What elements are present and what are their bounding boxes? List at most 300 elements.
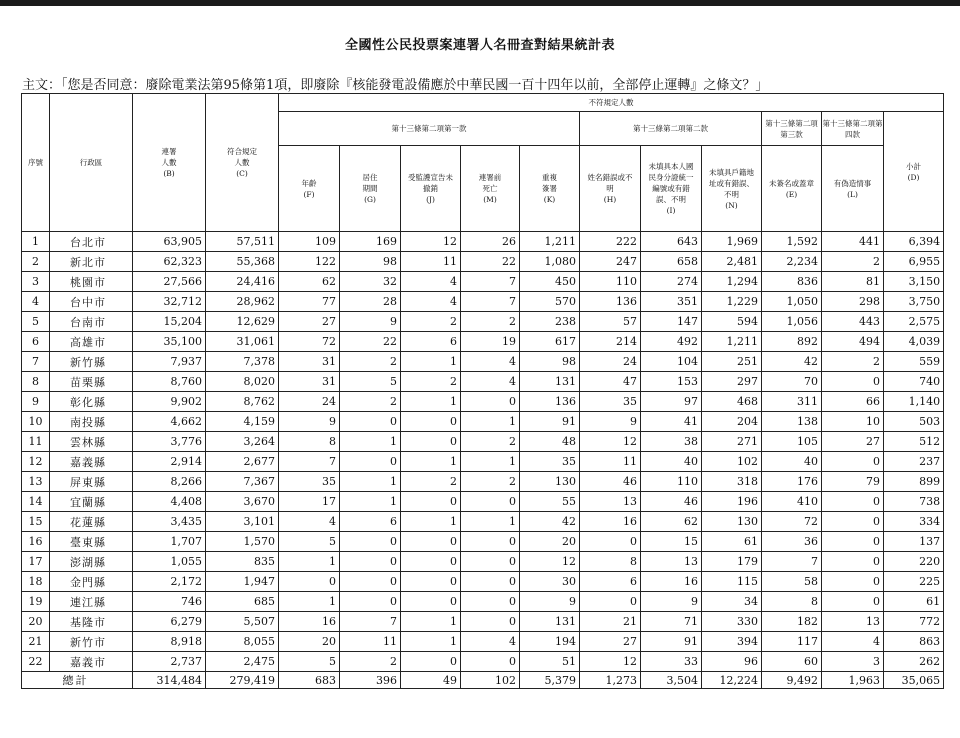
cell-duplicate: 136 xyxy=(520,392,580,412)
cell-duplicate: 42 xyxy=(520,512,580,532)
cell-address-error: 1,211 xyxy=(702,332,762,352)
cell-guardianship: 1 xyxy=(401,512,461,532)
cell-subtotal: 899 xyxy=(884,472,944,492)
cell-age: 5 xyxy=(279,652,340,672)
cell-district: 台南市 xyxy=(50,312,133,332)
cell-forgery: 10 xyxy=(822,412,884,432)
cell-qualified: 12,629 xyxy=(206,312,279,332)
cell-district: 台北市 xyxy=(50,232,133,252)
cell-district: 臺東縣 xyxy=(50,532,133,552)
cell-id-error: 104 xyxy=(641,352,702,372)
cell-seq: 16 xyxy=(22,532,50,552)
cell-signers: 1,707 xyxy=(133,532,206,552)
cell-seq: 9 xyxy=(22,392,50,412)
cell-residence: 0 xyxy=(340,552,401,572)
cell-forgery: 13 xyxy=(822,612,884,632)
cell-signers: 4,662 xyxy=(133,412,206,432)
cell-residence: 98 xyxy=(340,252,401,272)
header-unsigned xyxy=(762,146,822,232)
cell-address-error: 102 xyxy=(702,452,762,472)
cell-signers: 9,902 xyxy=(133,392,206,412)
table-row xyxy=(22,652,944,672)
cell-forgery: 27 xyxy=(822,432,884,452)
cell-qualified: 2,475 xyxy=(206,652,279,672)
cell-deceased: 22 xyxy=(461,252,520,272)
header-duplicate-label: 重複 簽署 xyxy=(542,173,557,193)
cell-signers: 7,937 xyxy=(133,352,206,372)
cell-residence: 6 xyxy=(340,512,401,532)
cell-unsigned: 892 xyxy=(762,332,822,352)
total-forgery: 1,963 xyxy=(822,672,884,689)
document-title: 全國性公民投票案連署人名冊查對結果統計表 xyxy=(344,38,615,53)
cell-duplicate: 570 xyxy=(520,292,580,312)
cell-address-error: 96 xyxy=(702,652,762,672)
cell-address-error: 1,294 xyxy=(702,272,762,292)
cell-id-error: 351 xyxy=(641,292,702,312)
cell-name-error: 9 xyxy=(580,412,641,432)
cell-deceased: 0 xyxy=(461,652,520,672)
cell-address-error: 271 xyxy=(702,432,762,452)
header-guardianship-label: 受監護宣告未 撤銷 xyxy=(408,173,453,193)
header-art13-4: 第十三條第二項第四款 xyxy=(822,112,884,146)
cell-subtotal: 61 xyxy=(884,592,944,612)
cell-duplicate: 131 xyxy=(520,372,580,392)
total-address-error: 12,224 xyxy=(702,672,762,689)
cell-forgery: 0 xyxy=(822,512,884,532)
cell-qualified: 3,670 xyxy=(206,492,279,512)
cell-name-error: 24 xyxy=(580,352,641,372)
cell-name-error: 136 xyxy=(580,292,641,312)
cell-unsigned: 105 xyxy=(762,432,822,452)
cell-id-error: 153 xyxy=(641,372,702,392)
cell-qualified: 8,055 xyxy=(206,632,279,652)
header-id-error-label: 未填具本人國 民身分證統一 編號或有錯 誤、不明 xyxy=(648,162,694,204)
cell-id-error: 492 xyxy=(641,332,702,352)
cell-duplicate: 617 xyxy=(520,332,580,352)
cell-deceased: 19 xyxy=(461,332,520,352)
cell-seq: 19 xyxy=(22,592,50,612)
cell-address-error: 130 xyxy=(702,512,762,532)
cell-name-error: 21 xyxy=(580,612,641,632)
cell-residence: 1 xyxy=(340,492,401,512)
cell-unsigned: 42 xyxy=(762,352,822,372)
cell-residence: 0 xyxy=(340,412,401,432)
cell-age: 20 xyxy=(279,632,340,652)
table-body xyxy=(22,232,944,672)
main-text: 主文：「您是否同意：廢除電業法第95條第1項，即廢除『核能發電設備應於中華民國一百十四年以前，全部停止運轉』之條文？」 xyxy=(22,78,769,93)
cell-id-error: 71 xyxy=(641,612,702,632)
cell-guardianship: 0 xyxy=(401,572,461,592)
cell-guardianship: 1 xyxy=(401,352,461,372)
cell-district: 苗栗縣 xyxy=(50,372,133,392)
cell-unsigned: 138 xyxy=(762,412,822,432)
cell-qualified: 835 xyxy=(206,552,279,572)
header-residence-code: (G) xyxy=(364,195,376,204)
cell-address-error: 330 xyxy=(702,612,762,632)
cell-deceased: 1 xyxy=(461,412,520,432)
cell-forgery: 0 xyxy=(822,452,884,472)
total-name-error: 1,273 xyxy=(580,672,641,689)
cell-signers: 35,100 xyxy=(133,332,206,352)
cell-signers: 63,905 xyxy=(133,232,206,252)
header-art13-3: 第十三條第二項第三款 xyxy=(762,112,822,146)
cell-address-error: 468 xyxy=(702,392,762,412)
cell-id-error: 38 xyxy=(641,432,702,452)
cell-residence: 2 xyxy=(340,652,401,672)
cell-address-error: 394 xyxy=(702,632,762,652)
cell-subtotal: 740 xyxy=(884,372,944,392)
cell-forgery: 298 xyxy=(822,292,884,312)
cell-age: 27 xyxy=(279,312,340,332)
table-row xyxy=(22,392,944,412)
cell-name-error: 110 xyxy=(580,272,641,292)
total-unsigned: 9,492 xyxy=(762,672,822,689)
cell-residence: 0 xyxy=(340,452,401,472)
cell-duplicate: 131 xyxy=(520,612,580,632)
cell-signers: 6,279 xyxy=(133,612,206,632)
cell-guardianship: 1 xyxy=(401,392,461,412)
cell-unsigned: 182 xyxy=(762,612,822,632)
cell-duplicate: 12 xyxy=(520,552,580,572)
cell-deceased: 0 xyxy=(461,572,520,592)
cell-residence: 22 xyxy=(340,332,401,352)
total-residence: 396 xyxy=(340,672,401,689)
cell-signers: 8,918 xyxy=(133,632,206,652)
cell-signers: 2,172 xyxy=(133,572,206,592)
cell-deceased: 0 xyxy=(461,592,520,612)
cell-id-error: 110 xyxy=(641,472,702,492)
header-subtotal xyxy=(884,112,944,232)
cell-deceased: 4 xyxy=(461,372,520,392)
cell-residence: 2 xyxy=(340,392,401,412)
cell-subtotal: 3,150 xyxy=(884,272,944,292)
cell-age: 7 xyxy=(279,452,340,472)
header-art13-2: 第十三條第二項第二款 xyxy=(580,112,762,146)
cell-id-error: 40 xyxy=(641,452,702,472)
cell-address-error: 204 xyxy=(702,412,762,432)
cell-name-error: 12 xyxy=(580,652,641,672)
cell-guardianship: 1 xyxy=(401,452,461,472)
cell-age: 9 xyxy=(279,412,340,432)
cell-residence: 7 xyxy=(340,612,401,632)
cell-forgery: 3 xyxy=(822,652,884,672)
cell-district: 嘉義市 xyxy=(50,652,133,672)
cell-district: 新竹縣 xyxy=(50,352,133,372)
cell-qualified: 8,020 xyxy=(206,372,279,392)
cell-guardianship: 0 xyxy=(401,592,461,612)
cell-guardianship: 12 xyxy=(401,232,461,252)
cell-seq: 22 xyxy=(22,652,50,672)
cell-duplicate: 55 xyxy=(520,492,580,512)
header-residence xyxy=(340,146,401,232)
header-name-error xyxy=(580,146,641,232)
cell-unsigned: 176 xyxy=(762,472,822,492)
cell-id-error: 97 xyxy=(641,392,702,412)
cell-duplicate: 51 xyxy=(520,652,580,672)
cell-id-error: 33 xyxy=(641,652,702,672)
cell-seq: 2 xyxy=(22,252,50,272)
cell-subtotal: 1,140 xyxy=(884,392,944,412)
cell-name-error: 222 xyxy=(580,232,641,252)
cell-guardianship: 0 xyxy=(401,432,461,452)
cell-guardianship: 0 xyxy=(401,552,461,572)
cell-id-error: 41 xyxy=(641,412,702,432)
cell-signers: 8,266 xyxy=(133,472,206,492)
cell-subtotal: 512 xyxy=(884,432,944,452)
total-duplicate: 5,379 xyxy=(520,672,580,689)
cell-qualified: 3,101 xyxy=(206,512,279,532)
cell-seq: 4 xyxy=(22,292,50,312)
table-row xyxy=(22,552,944,572)
total-deceased: 102 xyxy=(461,672,520,689)
cell-guardianship: 4 xyxy=(401,292,461,312)
cell-forgery: 2 xyxy=(822,352,884,372)
cell-address-error: 196 xyxy=(702,492,762,512)
cell-district: 彰化縣 xyxy=(50,392,133,412)
cell-age: 31 xyxy=(279,352,340,372)
cell-id-error: 147 xyxy=(641,312,702,332)
cell-qualified: 8,762 xyxy=(206,392,279,412)
cell-residence: 1 xyxy=(340,432,401,452)
cell-address-error: 2,481 xyxy=(702,252,762,272)
header-district: 行政區 xyxy=(50,94,133,232)
cell-age: 8 xyxy=(279,432,340,452)
cell-id-error: 15 xyxy=(641,532,702,552)
cell-duplicate: 20 xyxy=(520,532,580,552)
cell-district: 基隆市 xyxy=(50,612,133,632)
header-id-error-code: (I) xyxy=(666,206,676,215)
cell-signers: 3,776 xyxy=(133,432,206,452)
cell-district: 澎湖縣 xyxy=(50,552,133,572)
table-row xyxy=(22,592,944,612)
cell-seq: 13 xyxy=(22,472,50,492)
header-name-error-label: 姓名錯誤或不 明 xyxy=(587,173,633,193)
cell-deceased: 2 xyxy=(461,432,520,452)
cell-age: 35 xyxy=(279,472,340,492)
table-row xyxy=(22,232,944,252)
cell-guardianship: 2 xyxy=(401,472,461,492)
cell-unsigned: 60 xyxy=(762,652,822,672)
cell-residence: 0 xyxy=(340,572,401,592)
cell-age: 5 xyxy=(279,532,340,552)
cell-id-error: 274 xyxy=(641,272,702,292)
cell-id-error: 643 xyxy=(641,232,702,252)
cell-address-error: 318 xyxy=(702,472,762,492)
table-row xyxy=(22,612,944,632)
cell-subtotal: 237 xyxy=(884,452,944,472)
cell-district: 嘉義縣 xyxy=(50,452,133,472)
cell-subtotal: 6,394 xyxy=(884,232,944,252)
cell-seq: 6 xyxy=(22,332,50,352)
total-signers: 314,484 xyxy=(133,672,206,689)
cell-deceased: 4 xyxy=(461,352,520,372)
cell-duplicate: 9 xyxy=(520,592,580,612)
cell-qualified: 28,962 xyxy=(206,292,279,312)
cell-qualified: 685 xyxy=(206,592,279,612)
cell-signers: 27,566 xyxy=(133,272,206,292)
cell-address-error: 34 xyxy=(702,592,762,612)
cell-id-error: 9 xyxy=(641,592,702,612)
cell-district: 新竹市 xyxy=(50,632,133,652)
cell-age: 17 xyxy=(279,492,340,512)
cell-seq: 14 xyxy=(22,492,50,512)
header-art13-1: 第十三條第二項第一款 xyxy=(279,112,580,146)
cell-qualified: 55,368 xyxy=(206,252,279,272)
cell-district: 桃園市 xyxy=(50,272,133,292)
header-forgery xyxy=(822,146,884,232)
cell-qualified: 7,367 xyxy=(206,472,279,492)
cell-forgery: 66 xyxy=(822,392,884,412)
cell-qualified: 1,570 xyxy=(206,532,279,552)
header-deceased-code: (M) xyxy=(483,195,497,204)
header-qualified xyxy=(206,94,279,232)
cell-unsigned: 36 xyxy=(762,532,822,552)
cell-district: 宜蘭縣 xyxy=(50,492,133,512)
cell-district: 屏東縣 xyxy=(50,472,133,492)
cell-unsigned: 117 xyxy=(762,632,822,652)
cell-name-error: 13 xyxy=(580,492,641,512)
table-row xyxy=(22,292,944,312)
cell-qualified: 7,378 xyxy=(206,352,279,372)
cell-deceased: 0 xyxy=(461,552,520,572)
cell-age: 62 xyxy=(279,272,340,292)
table-row xyxy=(22,352,944,372)
header-duplicate-code: (K) xyxy=(543,195,556,204)
table-row xyxy=(22,532,944,552)
cell-signers: 2,914 xyxy=(133,452,206,472)
cell-seq: 17 xyxy=(22,552,50,572)
cell-qualified: 2,677 xyxy=(206,452,279,472)
table-row xyxy=(22,452,944,472)
header-age xyxy=(279,146,340,232)
header-age-label: 年齡 xyxy=(301,178,317,188)
cell-age: 31 xyxy=(279,372,340,392)
cell-forgery: 0 xyxy=(822,572,884,592)
total-age: 683 xyxy=(279,672,340,689)
header-duplicate xyxy=(520,146,580,232)
cell-address-error: 1,969 xyxy=(702,232,762,252)
cell-forgery: 79 xyxy=(822,472,884,492)
cell-qualified: 4,159 xyxy=(206,412,279,432)
header-residence-label: 居住 期間 xyxy=(362,173,378,193)
cell-name-error: 214 xyxy=(580,332,641,352)
cell-duplicate: 35 xyxy=(520,452,580,472)
table-row xyxy=(22,572,944,592)
cell-signers: 1,055 xyxy=(133,552,206,572)
header-qualified-code: (C) xyxy=(236,169,248,178)
header-signers-code: (B) xyxy=(163,169,175,178)
cell-signers: 62,323 xyxy=(133,252,206,272)
table-row xyxy=(22,312,944,332)
cell-subtotal: 6,955 xyxy=(884,252,944,272)
cell-residence: 2 xyxy=(340,352,401,372)
cell-residence: 1 xyxy=(340,472,401,492)
header-nonqualified: 不符規定人數 xyxy=(279,94,944,112)
cell-subtotal: 772 xyxy=(884,612,944,632)
header-unsigned-code: (E) xyxy=(785,189,798,199)
header-guardianship-code: (J) xyxy=(426,195,435,204)
cell-deceased: 0 xyxy=(461,532,520,552)
cell-subtotal: 334 xyxy=(884,512,944,532)
cell-subtotal: 2,575 xyxy=(884,312,944,332)
cell-qualified: 24,416 xyxy=(206,272,279,292)
cell-id-error: 16 xyxy=(641,572,702,592)
header-signers-label: 連署 人數 xyxy=(161,147,177,167)
cell-name-error: 27 xyxy=(580,632,641,652)
cell-district: 新北市 xyxy=(50,252,133,272)
cell-signers: 4,408 xyxy=(133,492,206,512)
cell-signers: 8,760 xyxy=(133,372,206,392)
cell-subtotal: 3,750 xyxy=(884,292,944,312)
header-subtotal-code: (D) xyxy=(907,172,920,182)
table-row xyxy=(22,252,944,272)
total-row xyxy=(22,672,944,689)
cell-deceased: 7 xyxy=(461,292,520,312)
cell-deceased: 0 xyxy=(461,392,520,412)
cell-id-error: 62 xyxy=(641,512,702,532)
cell-seq: 8 xyxy=(22,372,50,392)
cell-unsigned: 2,234 xyxy=(762,252,822,272)
cell-subtotal: 738 xyxy=(884,492,944,512)
cell-subtotal: 220 xyxy=(884,552,944,572)
header-id-error xyxy=(641,146,702,232)
cell-seq: 1 xyxy=(22,232,50,252)
cell-name-error: 11 xyxy=(580,452,641,472)
cell-name-error: 16 xyxy=(580,512,641,532)
cell-address-error: 297 xyxy=(702,372,762,392)
cell-forgery: 0 xyxy=(822,372,884,392)
header-name-error-code: (H) xyxy=(603,195,617,204)
cell-age: 77 xyxy=(279,292,340,312)
cell-guardianship: 6 xyxy=(401,332,461,352)
cell-forgery: 0 xyxy=(822,552,884,572)
cell-age: 109 xyxy=(279,232,340,252)
cell-unsigned: 8 xyxy=(762,592,822,612)
cell-residence: 28 xyxy=(340,292,401,312)
cell-signers: 746 xyxy=(133,592,206,612)
cell-unsigned: 1,056 xyxy=(762,312,822,332)
cell-age: 24 xyxy=(279,392,340,412)
cell-guardianship: 11 xyxy=(401,252,461,272)
cell-district: 台中市 xyxy=(50,292,133,312)
cell-guardianship: 1 xyxy=(401,612,461,632)
cell-unsigned: 836 xyxy=(762,272,822,292)
cell-seq: 21 xyxy=(22,632,50,652)
cell-seq: 11 xyxy=(22,432,50,452)
cell-deceased: 0 xyxy=(461,612,520,632)
header-seq: 序號 xyxy=(22,94,50,232)
cell-duplicate: 98 xyxy=(520,352,580,372)
cell-name-error: 0 xyxy=(580,532,641,552)
cell-address-error: 179 xyxy=(702,552,762,572)
cell-duplicate: 238 xyxy=(520,312,580,332)
cell-district: 花蓮縣 xyxy=(50,512,133,532)
cell-name-error: 12 xyxy=(580,432,641,452)
cell-duplicate: 1,080 xyxy=(520,252,580,272)
cell-residence: 5 xyxy=(340,372,401,392)
cell-deceased: 2 xyxy=(461,312,520,332)
cell-duplicate: 91 xyxy=(520,412,580,432)
cell-forgery: 81 xyxy=(822,272,884,292)
cell-name-error: 35 xyxy=(580,392,641,412)
cell-district: 金門縣 xyxy=(50,572,133,592)
cell-unsigned: 72 xyxy=(762,512,822,532)
cell-guardianship: 0 xyxy=(401,532,461,552)
cell-name-error: 46 xyxy=(580,472,641,492)
cell-unsigned: 40 xyxy=(762,452,822,472)
cell-unsigned: 7 xyxy=(762,552,822,572)
cell-seq: 18 xyxy=(22,572,50,592)
